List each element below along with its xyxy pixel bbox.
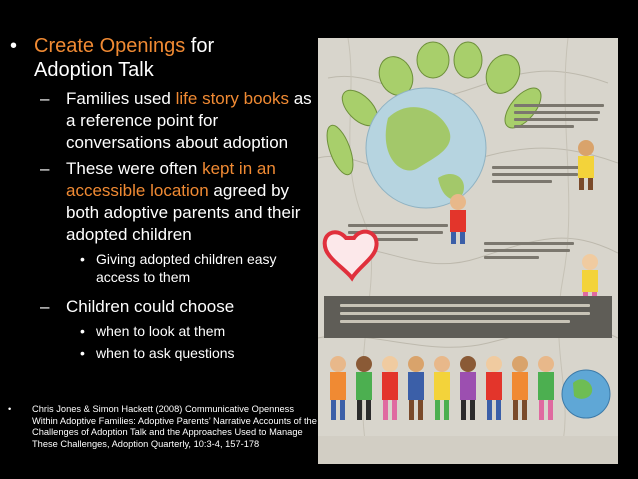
- reference: [8, 404, 320, 450]
- main-bullet: [8, 34, 313, 82]
- bullet-marker: •: [80, 251, 85, 267]
- slide-body: [8, 34, 313, 362]
- poster-bottom-panel: [324, 296, 612, 338]
- choose-item-look: when to look at them: [96, 323, 226, 339]
- sub3-text: Children could choose: [66, 297, 235, 316]
- highlight-create-openings: Create Openings: [34, 35, 186, 57]
- small-world-poster-photo: [318, 38, 618, 464]
- sub2-item-text: Giving adopted children easy access to them: [96, 251, 277, 285]
- dash-marker: –: [40, 89, 50, 108]
- sub-sub-bullet-when-look: [8, 322, 313, 340]
- main-bullet-for: for: [185, 35, 215, 57]
- sub2-text-part2: agreed by both adoptive parents and their adopted children: [66, 181, 301, 244]
- highlight-life-story-books: life story books: [175, 89, 289, 108]
- dash-marker: –: [40, 159, 50, 178]
- sub-bullet-life-story: [8, 88, 313, 154]
- dash-marker: –: [40, 297, 50, 316]
- sub1-text-part1: Families used: [66, 89, 176, 108]
- bullet-marker: •: [10, 35, 18, 57]
- sub-bullet-choose: [8, 296, 313, 318]
- sub-bullet-accessible: [8, 158, 313, 246]
- highlight-accessible-location: kept in an accessible location: [66, 159, 276, 200]
- choose-item-ask: when to ask questions: [96, 345, 235, 361]
- sub2-text-part1: These were often: [66, 159, 203, 178]
- sub1-text-part2: as a reference point for conversations about adoption: [66, 89, 312, 152]
- reference-text: Chris Jones & Simon Hackett (2008) Communicative Openness Within Adoptive Families: Adoptive Parents’ Narrative Accounts of the Challenges of Adoption Talk and the Approaches Used to Manage These Challenges, Adoption Quarterly, 10:3-4, 157-178: [32, 404, 317, 449]
- bullet-marker: •: [80, 345, 85, 361]
- sub-sub-bullet-access: [8, 250, 313, 286]
- bullet-marker: •: [80, 323, 85, 339]
- bullet-marker: •: [8, 404, 12, 414]
- sub-sub-bullet-when-ask: [8, 344, 313, 362]
- main-bullet-line2: Adoption Talk: [34, 59, 154, 81]
